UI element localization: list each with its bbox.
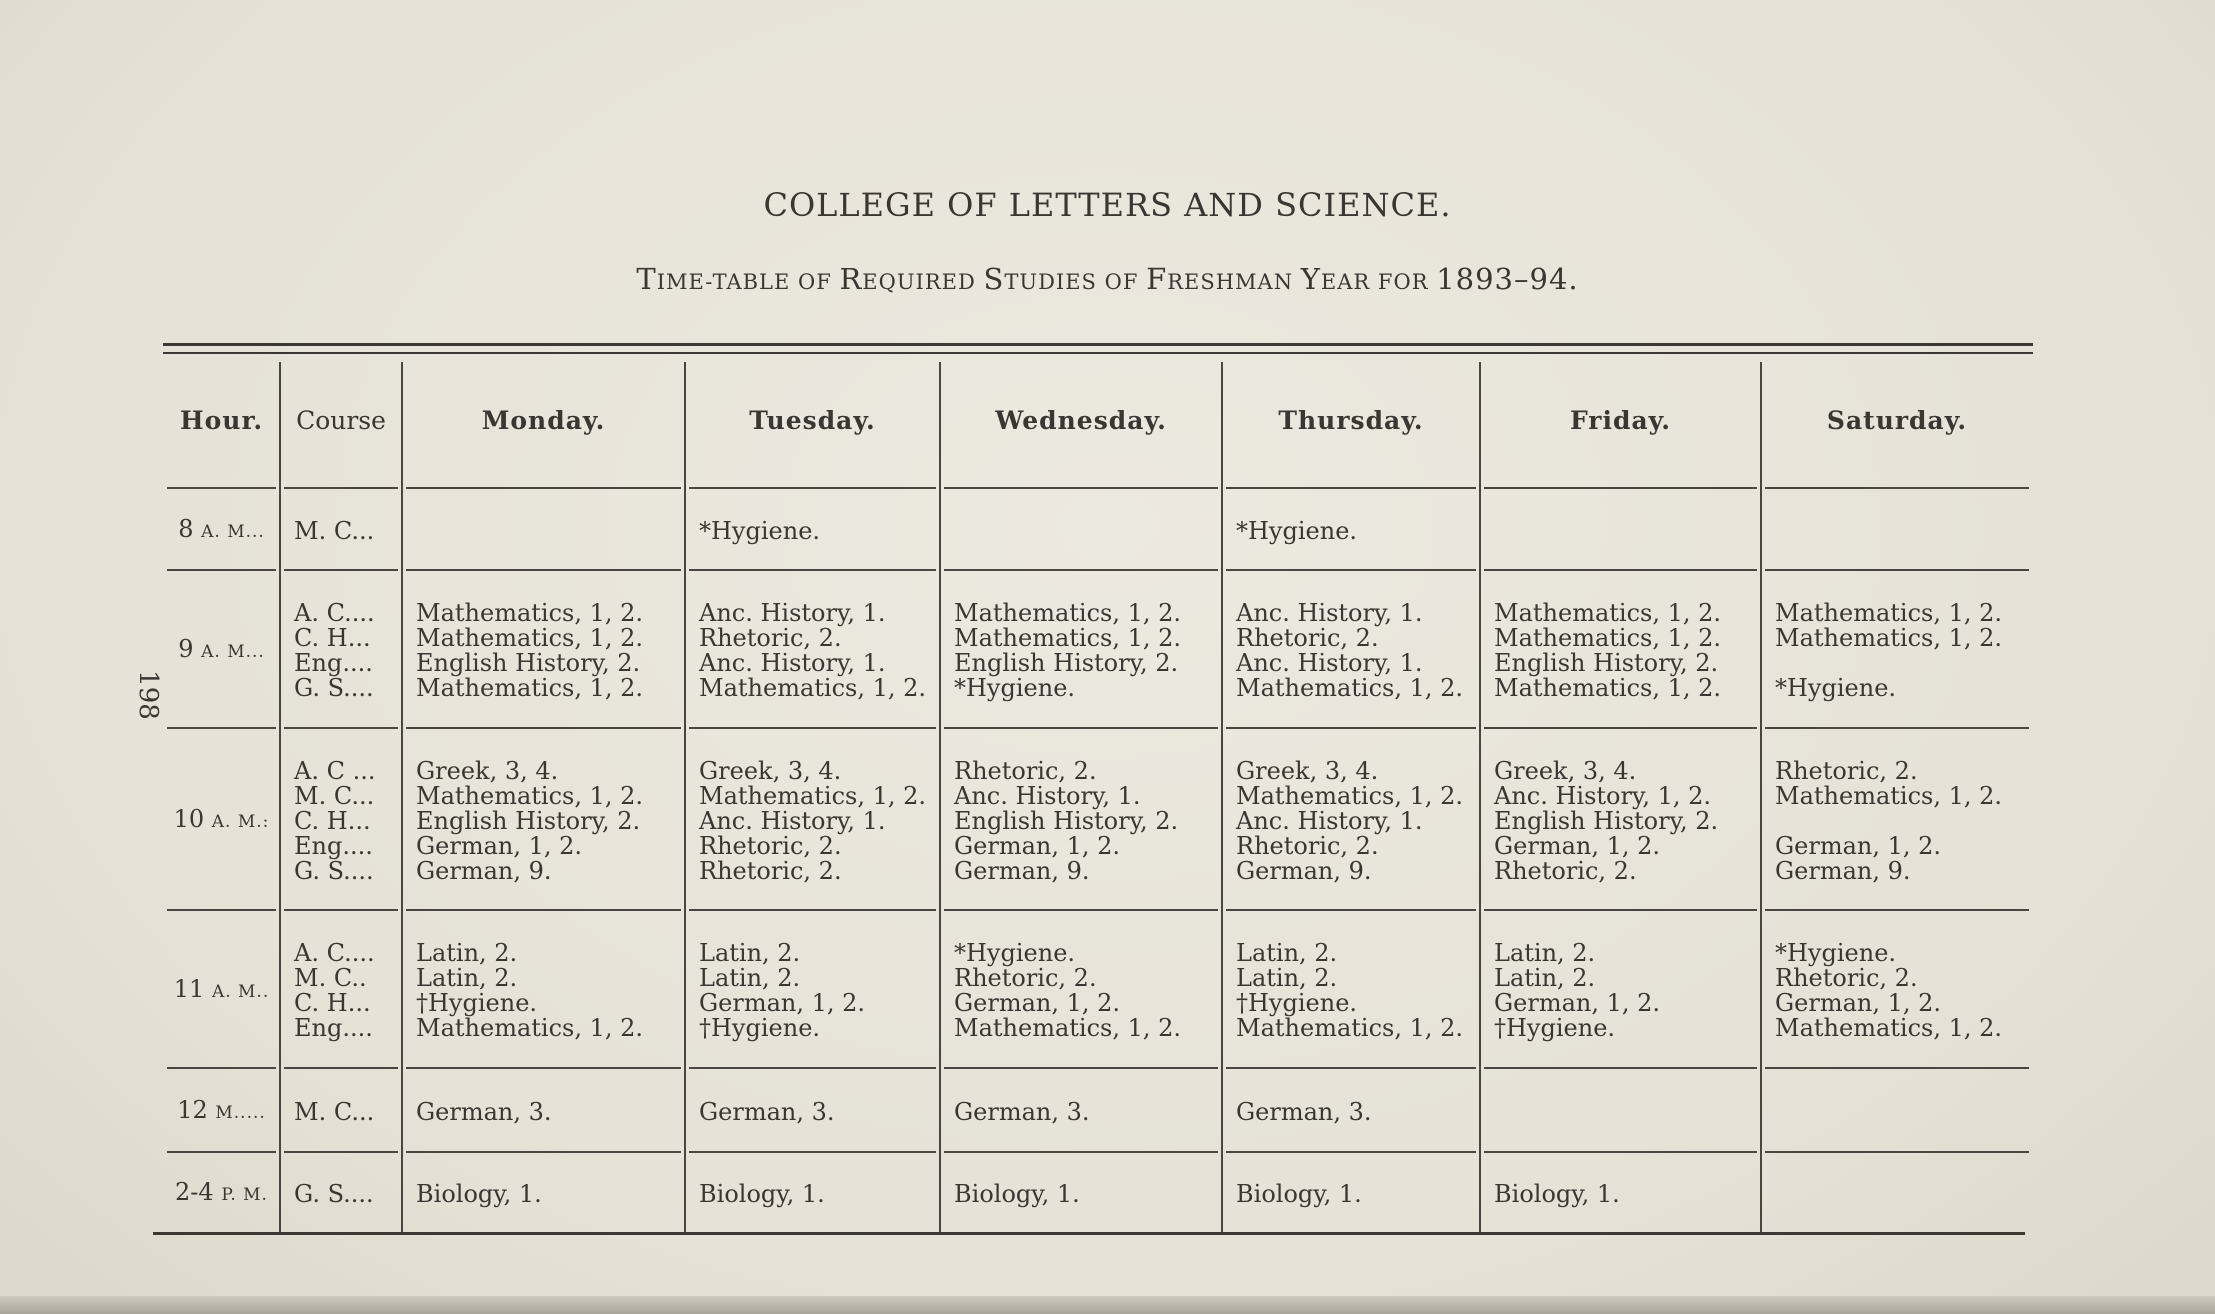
column-divider (684, 362, 686, 1232)
course-code: C. H... (294, 624, 371, 652)
class-entry: Mathematics, 1, 2. (954, 599, 1182, 627)
row-divider (167, 569, 276, 571)
class-entry: Latin, 2. (1236, 939, 1338, 967)
class-entry: Greek, 3, 4. (416, 757, 559, 785)
row-divider (406, 569, 681, 571)
row-divider (167, 487, 276, 489)
row-divider (689, 909, 936, 911)
class-entry: Mathematics, 1, 2. (1775, 599, 2003, 627)
row-divider (1226, 1067, 1476, 1069)
hour-cell (165, 975, 278, 1003)
class-entry: †Hygiene. (416, 989, 538, 1017)
row-divider (689, 727, 936, 729)
class-entry: †Hygiene. (1236, 989, 1358, 1017)
class-entry: Latin, 2. (1494, 964, 1596, 992)
hour-unit: A. M... (201, 522, 265, 542)
class-entry: *Hygiene. (1236, 517, 1358, 545)
class-entry: Rhetoric, 2. (1494, 857, 1637, 885)
hour-unit: A. M.: (211, 812, 270, 832)
row-divider (944, 1151, 1218, 1153)
row-divider (284, 1151, 398, 1153)
class-entry: Rhetoric, 2. (1775, 757, 1918, 785)
hour-number: 9 (178, 635, 194, 663)
class-entry: Biology, 1. (1494, 1180, 1620, 1208)
course-code: A. C.... (294, 599, 375, 627)
class-entry: English History, 2. (416, 807, 641, 835)
row-divider (1226, 487, 1476, 489)
class-entry: German, 1, 2. (1775, 989, 1942, 1017)
row-divider (1765, 1067, 2029, 1069)
row-divider (406, 487, 681, 489)
hour-unit: P. M. (221, 1185, 268, 1205)
class-entry: Rhetoric, 2. (1775, 964, 1918, 992)
column-header: Hour. (179, 406, 264, 435)
class-entry: *Hygiene. (1775, 674, 1897, 702)
column-header: Wednesday. (995, 406, 1167, 435)
class-entry: Anc. History, 1. (699, 807, 886, 835)
column-header: Tuesday. (749, 406, 876, 435)
hour-number: 2-4 (175, 1178, 214, 1206)
row-divider (167, 909, 276, 911)
row-divider (1484, 909, 1757, 911)
page-title: COLLEGE OF LETTERS AND SCIENCE. (763, 186, 1452, 224)
row-divider (406, 909, 681, 911)
class-entry: English History, 2. (954, 649, 1179, 677)
class-entry: Latin, 2. (699, 939, 801, 967)
row-divider (167, 1067, 276, 1069)
class-entry: Mathematics, 1, 2. (1236, 674, 1464, 702)
row-divider (944, 727, 1218, 729)
class-entry: Mathematics, 1, 2. (1775, 782, 2003, 810)
class-entry: Rhetoric, 2. (699, 857, 842, 885)
class-entry: Rhetoric, 2. (699, 624, 842, 652)
class-entry: Rhetoric, 2. (954, 964, 1097, 992)
class-entry: English History, 2. (1494, 649, 1719, 677)
class-entry: †Hygiene. (699, 1014, 821, 1042)
row-divider (944, 1067, 1218, 1069)
class-entry: Anc. History, 1. (954, 782, 1141, 810)
row-divider (406, 1151, 681, 1153)
column-divider (279, 362, 281, 1232)
class-entry: *Hygiene. (699, 517, 821, 545)
class-entry: Rhetoric, 2. (1236, 832, 1379, 860)
class-entry: Anc. History, 1, 2. (1494, 782, 1712, 810)
row-divider (1765, 727, 2029, 729)
class-entry: Mathematics, 1, 2. (954, 1014, 1182, 1042)
row-divider (944, 569, 1218, 571)
class-entry: German, 3. (416, 1098, 552, 1126)
class-entry: Anc. History, 1. (1236, 649, 1423, 677)
class-entry: German, 9. (1775, 857, 1911, 885)
row-divider (1226, 569, 1476, 571)
hour-cell (165, 805, 278, 833)
class-entry: German, 1, 2. (954, 989, 1121, 1017)
class-entry: English History, 2. (954, 807, 1179, 835)
class-entry: Greek, 3, 4. (699, 757, 842, 785)
row-divider (284, 909, 398, 911)
class-entry: *Hygiene. (954, 674, 1076, 702)
column-header: Saturday. (1826, 406, 1968, 435)
class-entry: Mathematics, 1, 2. (1494, 599, 1722, 627)
class-entry: Mathematics, 1, 2. (1494, 624, 1722, 652)
row-divider (1484, 1151, 1757, 1153)
column-header: Course (296, 406, 386, 435)
class-entry: Mathematics, 1, 2. (699, 782, 927, 810)
class-entry: German, 1, 2. (699, 989, 866, 1017)
course-code: Eng.... (294, 649, 373, 677)
column-header: Monday. (481, 406, 606, 435)
hour-cell (165, 1178, 278, 1206)
class-entry: Biology, 1. (954, 1180, 1080, 1208)
class-entry: Mathematics, 1, 2. (1775, 624, 2003, 652)
class-entry: German, 9. (416, 857, 552, 885)
class-entry: Mathematics, 1, 2. (699, 674, 927, 702)
row-divider (167, 1151, 276, 1153)
class-entry: Latin, 2. (1236, 964, 1338, 992)
row-divider (284, 1067, 398, 1069)
course-code: M. C... (294, 1098, 375, 1126)
class-entry: Mathematics, 1, 2. (416, 674, 644, 702)
course-code: G. S.... (294, 857, 374, 885)
page-edge-shadow (0, 1296, 2215, 1314)
class-entry: Biology, 1. (416, 1180, 542, 1208)
column-divider (939, 362, 941, 1232)
class-entry: Mathematics, 1, 2. (416, 599, 644, 627)
course-code: C. H... (294, 989, 371, 1017)
class-entry: *Hygiene. (1775, 939, 1897, 967)
course-code: M. C... (294, 782, 375, 810)
row-divider (1484, 727, 1757, 729)
row-divider (284, 569, 398, 571)
class-entry: Latin, 2. (416, 939, 518, 967)
course-code: A. C.... (294, 939, 375, 967)
row-divider (284, 727, 398, 729)
hour-cell (165, 515, 278, 543)
course-code: Eng.... (294, 832, 373, 860)
course-code: Eng.... (294, 1014, 373, 1042)
class-entry: German, 1, 2. (1494, 989, 1661, 1017)
class-entry: German, 1, 2. (416, 832, 583, 860)
hour-number: 10 (173, 805, 205, 833)
row-divider (1765, 487, 2029, 489)
course-code: A. C ... (294, 757, 376, 785)
row-divider (1226, 909, 1476, 911)
row-divider (1484, 1067, 1757, 1069)
column-header: Friday. (1569, 406, 1672, 435)
row-divider (944, 909, 1218, 911)
class-entry: Mathematics, 1, 2. (416, 782, 644, 810)
class-entry: Anc. History, 1. (1236, 807, 1423, 835)
class-entry: German, 3. (954, 1098, 1090, 1126)
class-entry: Mathematics, 1, 2. (1494, 674, 1722, 702)
page-subtitle: TIME-TABLE OF REQUIRED STUDIES OF FRESHMAN YEAR FOR 1893–94. (636, 262, 1579, 296)
course-code: M. C.. (294, 964, 367, 992)
class-entry: Latin, 2. (1494, 939, 1596, 967)
class-entry: Mathematics, 1, 2. (416, 624, 644, 652)
course-code: M. C... (294, 517, 375, 545)
hour-unit: A. M.. (211, 982, 270, 1002)
row-divider (1484, 569, 1757, 571)
hour-unit: A. M... (201, 642, 265, 662)
column-header: Thursday. (1278, 406, 1424, 435)
class-entry: German, 9. (1236, 857, 1372, 885)
class-entry: Anc. History, 1. (699, 599, 886, 627)
class-entry: Greek, 3, 4. (1236, 757, 1379, 785)
class-entry: Latin, 2. (699, 964, 801, 992)
row-divider (1765, 569, 2029, 571)
hour-cell (165, 1096, 278, 1124)
class-entry: German, 1, 2. (1775, 832, 1942, 860)
row-divider (1484, 487, 1757, 489)
table-bottom-rule (153, 1232, 2025, 1235)
course-code: G. S.... (294, 1180, 374, 1208)
hour-number: 8 (178, 515, 194, 543)
class-entry: Mathematics, 1, 2. (954, 624, 1182, 652)
course-code: G. S.... (294, 674, 374, 702)
table-top-rule-inner (163, 352, 2033, 354)
page-number: 198 (132, 670, 163, 720)
class-entry: German, 1, 2. (954, 832, 1121, 860)
class-entry: Mathematics, 1, 2. (1236, 1014, 1464, 1042)
class-entry: German, 9. (954, 857, 1090, 885)
column-divider (401, 362, 403, 1232)
class-entry: Anc. History, 1. (1236, 599, 1423, 627)
table-top-rule (163, 343, 2033, 346)
class-entry: Rhetoric, 2. (699, 832, 842, 860)
class-entry: German, 3. (699, 1098, 835, 1126)
class-entry: Mathematics, 1, 2. (416, 1014, 644, 1042)
column-divider (1479, 362, 1481, 1232)
row-divider (689, 1067, 936, 1069)
class-entry: Biology, 1. (699, 1180, 825, 1208)
row-divider (944, 487, 1218, 489)
row-divider (284, 487, 398, 489)
row-divider (1226, 1151, 1476, 1153)
column-divider (1760, 362, 1762, 1232)
row-divider (406, 1067, 681, 1069)
hour-number: 11 (173, 975, 205, 1003)
class-entry: Rhetoric, 2. (954, 757, 1097, 785)
class-entry: Mathematics, 1, 2. (1775, 1014, 2003, 1042)
row-divider (1226, 727, 1476, 729)
course-code: C. H... (294, 807, 371, 835)
row-divider (1765, 1151, 2029, 1153)
row-divider (689, 1151, 936, 1153)
row-divider (167, 727, 276, 729)
class-entry: German, 3. (1236, 1098, 1372, 1126)
hour-number: 12 (177, 1096, 208, 1124)
row-divider (689, 569, 936, 571)
row-divider (689, 487, 936, 489)
class-entry: Biology, 1. (1236, 1180, 1362, 1208)
row-divider (1765, 909, 2029, 911)
class-entry: Latin, 2. (416, 964, 518, 992)
hour-unit: M..... (215, 1103, 266, 1123)
class-entry: Anc. History, 1. (699, 649, 886, 677)
row-divider (406, 727, 681, 729)
class-entry: English History, 2. (1494, 807, 1719, 835)
class-entry: Greek, 3, 4. (1494, 757, 1637, 785)
class-entry: Rhetoric, 2. (1236, 624, 1379, 652)
column-divider (1221, 362, 1223, 1232)
class-entry: German, 1, 2. (1494, 832, 1661, 860)
class-entry: Mathematics, 1, 2. (1236, 782, 1464, 810)
class-entry: †Hygiene. (1494, 1014, 1616, 1042)
hour-cell (165, 635, 278, 663)
class-entry: English History, 2. (416, 649, 641, 677)
class-entry: *Hygiene. (954, 939, 1076, 967)
